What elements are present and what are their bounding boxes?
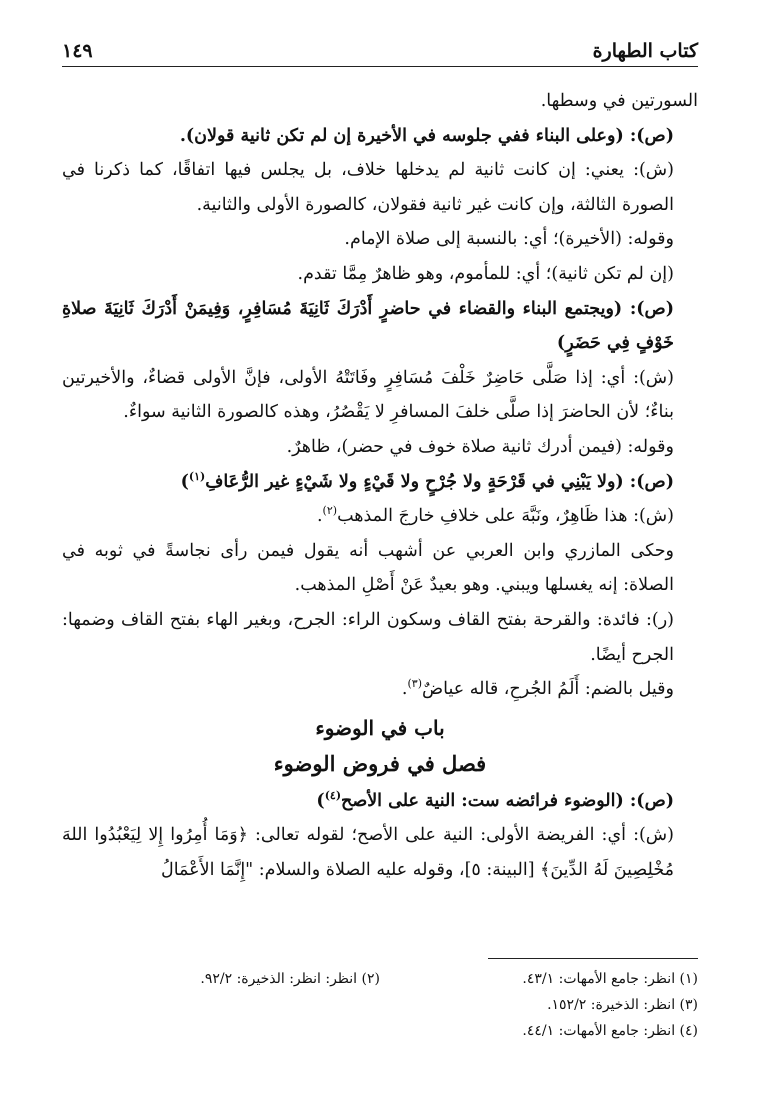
paragraph [62, 465, 698, 500]
paragraph-text: (ص): (ولا يَبْنِي في قَرْحَةٍ ولا جُرْحٍ ولا قَيْءٍ ولا شَيْءٍ غير الرُّعَافِ [205, 471, 674, 492]
body-text [62, 84, 698, 888]
footnote-marker[interactable]: (١) [188, 469, 206, 483]
paragraph [62, 430, 698, 465]
running-title: كتاب الطهارة [592, 40, 698, 62]
paragraph [62, 292, 698, 361]
paragraph-text: (ر): فائدة: والقرحة بفتح القاف وسكون الراء: الجرح، وبغير الهاء بفتح القاف وضمها: الجرح أيضًا. [62, 609, 674, 665]
paragraph-text: (ص): (وعلى البناء ففي جلوسه في الأخيرة إن لم تكن ثانية قولان). [179, 125, 674, 146]
paragraph-text: وقوله: (فيمن أدرك ثانية صلاة خوف في حضر)، ظاهرٌ. [286, 436, 674, 457]
paragraph [62, 784, 698, 819]
paragraph [62, 153, 698, 222]
paragraph-text: السورتين في وسطها. [540, 91, 698, 111]
section-heading: فصل في فروض الوضوء [273, 751, 487, 777]
paragraph [62, 222, 698, 257]
page-number: ١٤٩ [62, 40, 93, 62]
paragraph [62, 119, 698, 154]
paragraph [62, 534, 698, 603]
closing-punctuation: ) [180, 471, 189, 492]
paragraph-text: وقوله: (الأخيرة)؛ أي: بالنسبة إلى صلاة الإمام. [344, 229, 674, 250]
paragraph [62, 818, 698, 887]
footnote-marker[interactable]: (٤) [324, 789, 342, 803]
paragraph-text: وقيل بالضم: أَلَمُ الجُرحِ، قاله عياضٌ [422, 679, 674, 700]
footnote-1: (١) انظر: جامع الأمهات: ٤٣/١. [522, 971, 698, 987]
footnote-2: (٢) انظر: انظر: الذخيرة: ٩٢/٢. [200, 971, 380, 987]
footnote-4: (٤) انظر: جامع الأمهات: ٤٤/١. [522, 1023, 698, 1039]
paragraph-text: (إن لم تكن ثانية)؛ أي: للمأموم، وهو ظاهرٌ مِمَّا تقدم. [297, 263, 674, 284]
paragraph-text: (ش): أي: إذا صَلَّى حَاضِرٌ خَلْفَ مُسَافِرٍ وفَاتَتْهُ الأولى، فإنَّ الأولى قضاءٌ، والأخيرتين بناءٌ؛ لأن الحاضرَ إذا صلَّى خلفَ المسافرِ لا يَقْصُرُ، وهذه كالصورة الثانية سواءٌ. [62, 367, 674, 423]
paragraph-text: (ص): (ويجتمع البناء والقضاء في حاضرٍ أَدْرَكَ ثَانِيَةَ مُسَافِرٍ، وَفِيمَنْ أَدْرَكَ ثَانِيَةَ صلاةِ خَوْفٍ فِي حَضَرٍ) [62, 298, 674, 354]
footnote-rule [488, 958, 698, 959]
paragraph-text: (ش): أي: الفريضة الأولى: النية على الأصح؛ لقوله تعالى: ﴿وَمَا أُمِرُوا إِلا لِيَعْبُدُوا اللهَ مُخْلِصِينَ لَهُ الدِّينَ﴾ [البينة: ٥]، وقوله عليه الصلاة والسلام: "إِنَّمَا الأَعْمَالُ [62, 825, 674, 881]
paragraph-text: (ش): هذا ظَاهِرٌ، ونَبَّهَ على خلافِ خارجَ المذهب [337, 506, 674, 527]
paragraph [62, 257, 698, 292]
paragraph-text: (ش): يعني: إن كانت ثانية لم يدخلها خلاف، بل يجلس فيها اتفاقًا، كما ذكرنا في الصورة الثالثة، وإن كانت غير ثانية فقولان، كالصورة الأولى والثانية. [62, 160, 674, 215]
page-header [62, 30, 698, 67]
closing-punctuation: . [401, 679, 408, 700]
paragraph [62, 84, 698, 119]
footnote-3: (٣) انظر: الذخيرة: ١٥٢/٢. [547, 997, 698, 1013]
paragraph [62, 499, 698, 534]
footnote-marker[interactable]: (٣) [407, 677, 423, 691]
paragraph-text: (ص): (الوضوء فرائضه ست: النية على الأصح [341, 790, 674, 811]
closing-punctuation: ) [316, 790, 325, 811]
footnotes [62, 966, 698, 1044]
paragraph [62, 672, 698, 707]
closing-punctuation: . [316, 506, 323, 527]
paragraph-text: وحكى المازري وابن العربي عن أشهب أنه يقول فيمن رأى نجاسةً في ثوبه في الصلاة: إنه يغسلها ويبني. وهو بعيدٌ عَنْ أَصْلِ المذهب. [62, 540, 674, 596]
paragraph [62, 361, 698, 430]
chapter-heading: باب في الوضوء [315, 715, 445, 740]
footnote-marker[interactable]: (٢) [322, 504, 338, 518]
paragraph [62, 603, 698, 672]
